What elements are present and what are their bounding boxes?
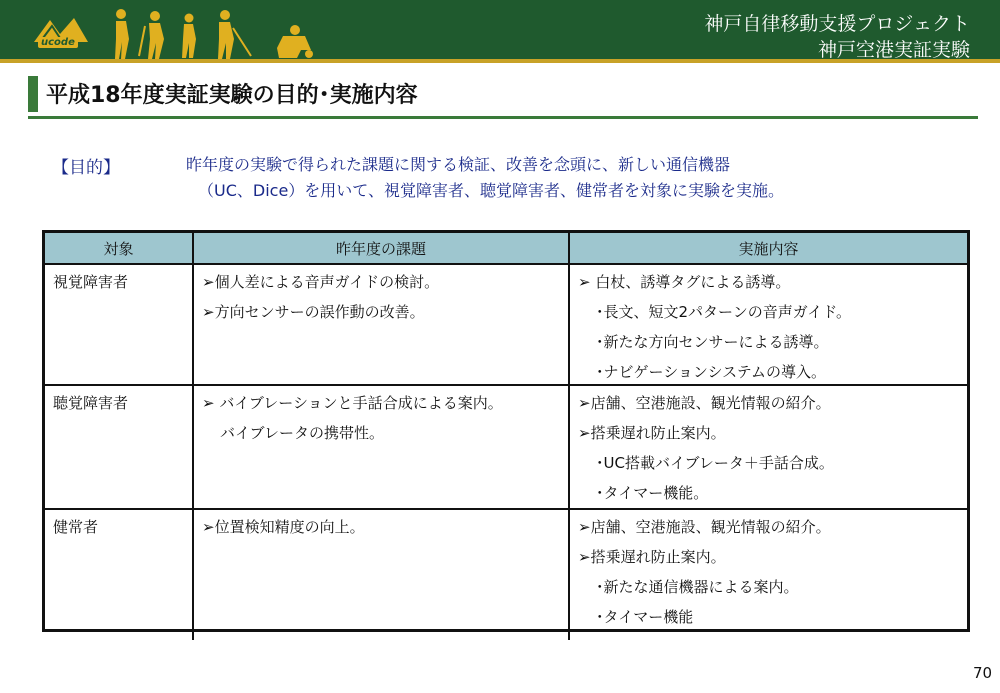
table-row-issues: [194, 265, 570, 386]
slide-title: 平成18年度実証実験の目的･実施内容: [46, 83, 418, 108]
page-number: 70: [973, 664, 993, 682]
action-subitem: ･UC搭載バイブレータ＋手話合成。: [596, 454, 834, 472]
column-header-actions: 実施内容: [570, 233, 967, 265]
project-title: 神戸自律移動支援プロジェクト: [704, 13, 970, 35]
logo-text: ucode: [38, 37, 78, 48]
action-item: ➢ 白杖、誘導タグによる誘導。: [578, 273, 791, 291]
purpose-line-2: （UC、Dice）を用いて、視覚障害者、聴覚障害者、健常者を対象に実験を実施。: [198, 181, 784, 200]
title-underline: [28, 116, 978, 119]
table-row-issues: [194, 386, 570, 510]
purpose-line-1: 昨年度の実験で得られた課題に関する検証、改善を念頭に、新しい通信機器: [186, 155, 731, 174]
target-label: 聴覚障害者: [53, 394, 129, 412]
action-subitem: ･タイマー機能: [596, 608, 694, 626]
table-row-issues: [194, 510, 570, 640]
action-subitem: ･長文、短文2パターンの音声ガイド。: [596, 303, 851, 321]
target-label: 視覚障害者: [53, 273, 129, 291]
action-subitem: ･新たな方向センサーによる誘導。: [596, 333, 829, 351]
action-item: ➢搭乗遅れ防止案内。: [578, 548, 726, 566]
column-header-issues: 昨年度の課題: [194, 233, 570, 265]
action-item: ➢店舗、空港施設、観光情報の紹介。: [578, 394, 831, 412]
walking-people-icon: [105, 6, 355, 60]
table-row-target: [45, 265, 194, 386]
issue-item: ➢位置検知精度の向上。: [202, 518, 365, 536]
table-row-actions: [570, 510, 967, 640]
action-item: ➢搭乗遅れ防止案内。: [578, 424, 726, 442]
target-label: 健常者: [53, 518, 99, 536]
table-row-target: [45, 510, 194, 640]
experiment-table: [42, 230, 970, 632]
action-subitem: ･タイマー機能。: [596, 484, 709, 502]
table-row-target: [45, 386, 194, 510]
header-band: [0, 0, 1000, 63]
issue-item: ➢個人差による音声ガイドの検討。: [202, 273, 440, 291]
title-accent-bar: [28, 76, 38, 112]
action-subitem: ･ナビゲーションシステムの導入。: [596, 363, 827, 381]
table-row-actions: [570, 386, 967, 510]
purpose-text: [186, 152, 946, 204]
column-header-target: 対象: [45, 233, 194, 265]
issue-item-continuation: バイブレータの携帯性。: [220, 424, 384, 442]
action-item: ➢店舗、空港施設、観光情報の紹介。: [578, 518, 831, 536]
issue-item: ➢方向センサーの誤作動の改善。: [202, 303, 425, 321]
project-subtitle: 神戸空港実証実験: [817, 39, 970, 61]
issue-item: ➢ バイブレーションと手話合成による案内。: [202, 394, 503, 412]
action-subitem: ･新たな通信機器による案内。: [596, 578, 799, 596]
table-row-actions: [570, 265, 967, 386]
purpose-label: 【目的】: [52, 158, 120, 178]
